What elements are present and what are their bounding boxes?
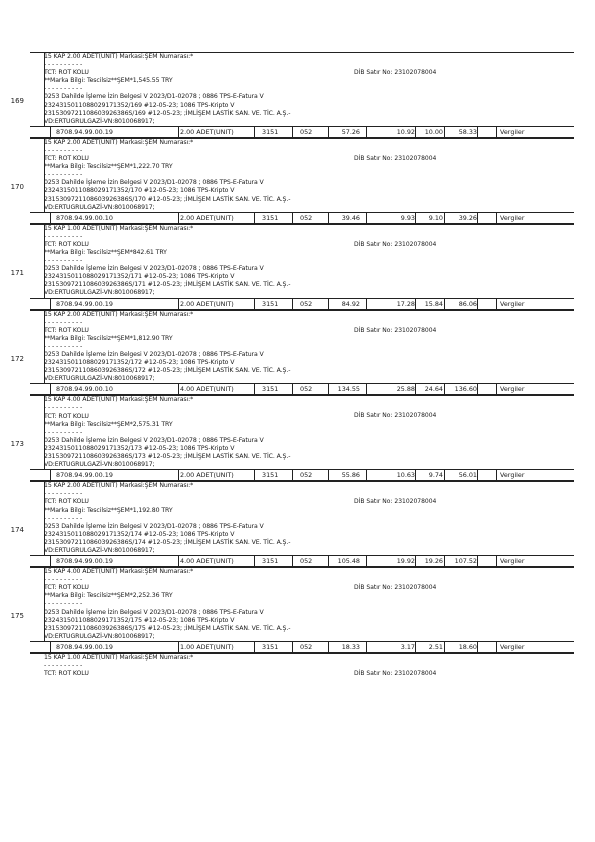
column-rule [366, 127, 367, 137]
description-line: 0253 Dahilde İşleme İzin Belgesi V 2023/D1-02078 ; 0886 TPS-E-Fatura V [44, 522, 264, 530]
cell-v1: 105.48 [337, 557, 360, 566]
declaration-item [10, 310, 574, 396]
description-line: - - - - - - - - - - [44, 171, 83, 179]
column-rule [366, 213, 367, 223]
description-line: 15 KAP 4.00 ADET(UNIT) Markasi:ŞEM Numarası:* [44, 568, 194, 576]
declaration-item [10, 52, 574, 138]
column-rule [415, 556, 416, 566]
description-line: 15 KAP 4.00 ADET(UNIT) Markasi:ŞEM Numarası:* [44, 396, 194, 404]
cell-gtip: 8708.94.99.00.19 [56, 127, 113, 136]
cell-v3: 9.74 [428, 471, 443, 480]
column-rule [444, 642, 445, 652]
cell-gtip: 8708.94.99.00.10 [56, 213, 113, 222]
item-description [44, 568, 344, 641]
dib-line-number: DİB Satır No: 23102078004 [354, 584, 437, 592]
cell-tag: Vergiler [500, 127, 525, 136]
description-line: 2324315011088029171352/173 #12-05-23; 1086 TPS-Kripto V [44, 444, 235, 452]
column-rule [328, 213, 329, 223]
description-line: - - - - - - - - - - [44, 232, 83, 240]
description-line: 0253 Dahilde İşleme İzin Belgesi V 2023/D1-02078 ; 0886 TPS-E-Fatura V [44, 351, 264, 358]
description-line: TCT: ROT KOLU [44, 670, 89, 678]
description-line: 0253 Dahilde İşleme İzin Belgesi V 2023/D1-02078 ; 0886 TPS-E-Fatura V [44, 436, 264, 444]
description-line: - - - - - - - - - - [44, 576, 83, 584]
cell-qty: 4.00 ADET(UNIT) [180, 385, 234, 394]
column-rule [50, 642, 51, 652]
description-line: 2315309721108603926386S/171 #12-05-23; ;İMLİŞEM LASTİK SAN. VE. TİC. A.Ş.- [44, 281, 291, 289]
cell-v1: 134.55 [337, 385, 360, 394]
column-rule [477, 299, 478, 309]
column-rule [254, 384, 255, 394]
item-description [44, 225, 344, 298]
column-rule [496, 470, 497, 480]
cell-c2: 052 [300, 127, 313, 136]
description-line: 2324315011088029171352/171 #12-05-23; 1086 TPS-Kripto V [44, 273, 235, 281]
column-rule [178, 556, 179, 566]
dib-line-number: DİB Satır No: 23102078004 [354, 326, 437, 334]
cell-v3: 15.84 [424, 299, 443, 308]
cell-v1: 55.86 [341, 471, 360, 480]
column-rule [496, 213, 497, 223]
description-line: 2315309721108603926386S/172 #12-05-23; ;İMLİŞEM LASTİK SAN. VE. TİC. A.Ş.- [44, 367, 291, 375]
cell-v3: 24.64 [424, 385, 443, 394]
cell-v1: 18.33 [341, 642, 360, 651]
cell-c1: 3151 [262, 299, 279, 308]
column-rule [254, 642, 255, 652]
column-rule [50, 384, 51, 394]
description-line: TCT: ROT KOLU [44, 584, 89, 592]
cell-c2: 052 [300, 471, 313, 480]
item-number: 173 [10, 440, 24, 449]
column-rule [328, 470, 329, 480]
column-rule [415, 384, 416, 394]
item-number: 175 [10, 612, 24, 621]
description-line: 2315309721108603926386S/170 #12-05-23; ;İMLİŞEM LASTİK SAN. VE. TİC. A.Ş.- [44, 195, 291, 203]
cell-v2: 10.92 [396, 127, 415, 136]
item-description [44, 482, 344, 555]
column-rule [477, 127, 478, 137]
description-line: - - - - - - - - - - [44, 61, 83, 69]
item-number: 170 [10, 182, 24, 191]
description-line: - - - - - - - - - - [44, 146, 83, 154]
cell-tag: Vergiler [500, 299, 525, 308]
description-line: 2315309721108603926386S/175 #12-05-23; ;İMLİŞEM LASTİK SAN. VE. TİC. A.Ş.- [44, 624, 291, 632]
cell-v2: 25.88 [396, 385, 415, 394]
description-line: **Marka Bilgi: Tescilsiz**ŞEM*842.61 TRY [44, 248, 167, 256]
column-rule [415, 470, 416, 480]
cell-c1: 3151 [262, 385, 279, 394]
column-rule [328, 384, 329, 394]
column-rule [178, 127, 179, 137]
description-line: - - - - - - - - - - [44, 404, 83, 412]
cell-tag: Vergiler [500, 213, 525, 222]
description-line: 2324315011088029171352/174 #12-05-23; 1086 TPS-Kripto V [44, 530, 235, 538]
cell-c1: 3151 [262, 213, 279, 222]
column-rule [178, 470, 179, 480]
column-rule [254, 213, 255, 223]
item-description [44, 139, 344, 212]
description-line: 2315309721108603926386S/174 #12-05-23; ;İMLİŞEM LASTİK SAN. VE. TİC. A.Ş.- [44, 538, 291, 546]
cell-qty: 2.00 ADET(UNIT) [180, 471, 234, 480]
cell-v4: 18.60 [458, 642, 477, 651]
description-line: 15 KAP 2.00 ADET(UNIT) Markasi:ŞEM Numarası:* [44, 138, 194, 146]
column-rule [292, 127, 293, 137]
description-line: TCT: ROT KOLU [44, 69, 89, 77]
column-rule [496, 299, 497, 309]
column-rule [254, 470, 255, 480]
column-rule [477, 384, 478, 394]
item-description [44, 396, 344, 469]
column-rule [415, 127, 416, 137]
description-line: 0253 Dahilde İşleme İzin Belgesi V 2023/D1-02078 ; 0886 TPS-E-Fatura V [44, 179, 264, 187]
item-values-row [30, 298, 574, 310]
cell-c2: 052 [300, 299, 313, 308]
column-rule [328, 556, 329, 566]
cell-c2: 052 [300, 557, 313, 566]
declaration-item [10, 138, 574, 224]
cell-v2: 10.63 [396, 471, 415, 480]
cell-qty: 1.00 ADET(UNIT) [180, 642, 234, 651]
cell-v4: 136.60 [454, 385, 477, 394]
description-line: **Marka Bilgi: Tescilsiz**ŞEM*2,252.36 TRY [44, 592, 173, 600]
cell-v4: 58.33 [458, 127, 477, 136]
description-line: 15 KAP 1.00 ADET(UNIT) Markasi:ŞEM Numarası:* [44, 224, 194, 232]
description-line: - - - - - - - - - - [44, 514, 83, 522]
description-line: 15 KAP 2.00 ADET(UNIT) Markasi:ŞEM Numarası:* [44, 53, 194, 60]
cell-gtip: 8708.94.99.00.10 [56, 385, 113, 394]
description-line: 2324315011088029171352/169 #12-05-23; 1086 TPS-Kripto V [44, 101, 235, 109]
column-rule [366, 384, 367, 394]
column-rule [254, 127, 255, 137]
column-rule [444, 127, 445, 137]
description-line: 2324315011088029171352/172 #12-05-23; 1086 TPS-Kripto V [44, 359, 235, 367]
description-line: - - - - - - - - - - [44, 342, 83, 350]
description-line: **Marka Bilgi: Tescilsiz**ŞEM*2,575.31 TRY [44, 420, 173, 428]
item-number: 174 [10, 526, 24, 535]
cell-tag: Vergiler [500, 471, 525, 480]
column-rule [366, 299, 367, 309]
column-rule [178, 384, 179, 394]
column-rule [50, 299, 51, 309]
description-line: 0253 Dahilde İşleme İzin Belgesi V 2023/D1-02078 ; 0886 TPS-E-Fatura V [44, 608, 264, 616]
description-line: TCT: ROT KOLU [44, 326, 89, 334]
description-line: - - - - - - - - - - [44, 662, 83, 669]
column-rule [444, 384, 445, 394]
description-line: - - - - - - - - - - [44, 318, 83, 326]
dib-line-number: DİB Satır No: 23102078004 [354, 154, 437, 162]
cell-c1: 3151 [262, 127, 279, 136]
description-line: 15 KAP 2.00 ADET(UNIT) Markasi:ŞEM Numarası:* [44, 310, 194, 318]
description-line: VD:ERTUGRULGAZİ-VN:8010068917; [44, 546, 155, 554]
declaration-item [10, 567, 574, 653]
column-rule [328, 127, 329, 137]
column-rule [444, 470, 445, 480]
cell-qty: 2.00 ADET(UNIT) [180, 299, 234, 308]
cell-tag: Vergiler [500, 642, 525, 651]
cell-gtip: 8708.94.99.00.19 [56, 642, 113, 651]
column-rule [292, 384, 293, 394]
column-rule [444, 556, 445, 566]
column-rule [477, 213, 478, 223]
description-line: VD:ERTUGRULGAZİ-VN:8010068917; [44, 203, 155, 211]
column-rule [292, 213, 293, 223]
description-line: **Marka Bilgi: Tescilsiz**ŞEM*1,545.55 TRY [44, 77, 173, 85]
item-values-row [30, 641, 574, 653]
cell-v1: 84.92 [341, 299, 360, 308]
dib-line-number: DİB Satır No: 23102078004 [354, 412, 437, 420]
cell-v2: 3.17 [400, 642, 415, 651]
cell-qty: 4.00 ADET(UNIT) [180, 557, 234, 566]
description-line: **Marka Bilgi: Tescilsiz**ŞEM*1,192.80 TRY [44, 506, 173, 514]
description-line: 2324315011088029171352/170 #12-05-23; 1086 TPS-Kripto V [44, 187, 235, 195]
description-line: **Marka Bilgi: Tescilsiz**ŞEM*1,812.90 TRY [44, 334, 173, 342]
column-rule [496, 642, 497, 652]
item-values-row [30, 469, 574, 481]
declaration-item [10, 481, 574, 567]
column-rule [477, 556, 478, 566]
cell-v3: 2.51 [428, 642, 443, 651]
description-line: - - - - - - - - - - [44, 490, 83, 498]
cell-v2: 9.93 [400, 213, 415, 222]
item-number: 169 [10, 97, 24, 105]
cell-gtip: 8708.94.99.00.19 [56, 557, 113, 566]
item-values-row [30, 212, 574, 224]
declaration-item-partial [30, 653, 574, 678]
cell-tag: Vergiler [500, 385, 525, 394]
item-number: 172 [10, 354, 24, 363]
description-line: - - - - - - - - - - [44, 428, 83, 436]
dib-line-number: DİB Satır No: 23102078004 [354, 69, 437, 76]
item-description [44, 654, 344, 678]
column-rule [50, 470, 51, 480]
description-line: - - - - - - - - - - [44, 85, 83, 93]
description-line: 2324315011088029171352/175 #12-05-23; 1086 TPS-Kripto V [44, 616, 235, 624]
column-rule [415, 299, 416, 309]
description-line: VD:ERTUGRULGAZİ-VN:8010068917; [44, 289, 155, 297]
cell-v4: 56.01 [458, 471, 477, 480]
description-line: 2315309721108603926386S/169 #12-05-23; ;İMLİŞEM LASTİK SAN. VE. TİC. A.Ş.- [44, 109, 291, 117]
description-line: - - - - - - - - - - [44, 600, 83, 608]
cell-gtip: 8708.94.99.00.19 [56, 471, 113, 480]
cell-v3: 10.00 [424, 127, 443, 136]
description-line: VD:ERTUGRULGAZİ-VN:8010068917; [44, 375, 155, 383]
dib-line-number: DİB Satır No: 23102078004 [354, 669, 437, 677]
column-rule [254, 556, 255, 566]
description-line: TCT: ROT KOLU [44, 412, 89, 420]
description-line: TCT: ROT KOLU [44, 155, 89, 163]
item-description [44, 311, 344, 384]
column-rule [292, 556, 293, 566]
cell-v4: 86.06 [458, 299, 477, 308]
cell-c2: 052 [300, 385, 313, 394]
cell-v4: 107.52 [454, 557, 477, 566]
column-rule [366, 470, 367, 480]
column-rule [496, 127, 497, 137]
dib-line-number: DİB Satır No: 23102078004 [354, 498, 437, 506]
cell-v3: 19.26 [424, 557, 443, 566]
dib-line-number: DİB Satır No: 23102078004 [354, 240, 437, 248]
cell-qty: 2.00 ADET(UNIT) [180, 127, 234, 136]
description-line: 0253 Dahilde İşleme İzin Belgesi V 2023/D1-02078 ; 0886 TPS-E-Fatura V [44, 93, 264, 101]
column-rule [328, 642, 329, 652]
column-rule [292, 470, 293, 480]
description-line: TCT: ROT KOLU [44, 498, 89, 506]
column-rule [415, 642, 416, 652]
description-line: VD:ERTUGRULGAZİ-VN:8010068917; [44, 117, 155, 125]
cell-v4: 39.26 [458, 213, 477, 222]
column-rule [178, 642, 179, 652]
column-rule [254, 299, 255, 309]
item-number: 171 [10, 268, 24, 277]
cell-c1: 3151 [262, 642, 279, 651]
column-rule [50, 127, 51, 137]
column-rule [366, 642, 367, 652]
description-line: **Marka Bilgi: Tescilsiz**ŞEM*1,222.70 TRY [44, 163, 173, 171]
column-rule [366, 556, 367, 566]
description-line: - - - - - - - - - - [44, 257, 83, 265]
item-values-row [30, 383, 574, 395]
description-line: VD:ERTUGRULGAZİ-VN:8010068917; [44, 632, 155, 640]
cell-qty: 2.00 ADET(UNIT) [180, 213, 234, 222]
column-rule [496, 556, 497, 566]
column-rule [496, 384, 497, 394]
item-description [44, 53, 344, 126]
description-line: 2315309721108603926386S/173 #12-05-23; ;İMLİŞEM LASTİK SAN. VE. TİC. A.Ş.- [44, 453, 291, 461]
declaration-sheet [10, 52, 574, 678]
cell-gtip: 8708.94.99.00.19 [56, 299, 113, 308]
column-rule [415, 213, 416, 223]
description-line: 15 KAP 1.00 ADET(UNIT) Markasi:ŞEM Numarası:* [44, 653, 194, 661]
column-rule [292, 642, 293, 652]
cell-v2: 17.28 [396, 299, 415, 308]
cell-v1: 39.46 [341, 213, 360, 222]
column-rule [178, 213, 179, 223]
cell-tag: Vergiler [500, 557, 525, 566]
cell-c2: 052 [300, 642, 313, 651]
declaration-item [10, 395, 574, 481]
cell-c1: 3151 [262, 471, 279, 480]
cell-v1: 57.26 [341, 127, 360, 136]
description-line: TCT: ROT KOLU [44, 240, 89, 248]
declaration-item [10, 224, 574, 310]
cell-c1: 3151 [262, 557, 279, 566]
description-line: 0253 Dahilde İşleme İzin Belgesi V 2023/D1-02078 ; 0886 TPS-E-Fatura V [44, 265, 264, 273]
column-rule [292, 299, 293, 309]
column-rule [477, 642, 478, 652]
column-rule [444, 299, 445, 309]
column-rule [477, 470, 478, 480]
item-values-row [30, 555, 574, 567]
cell-c2: 052 [300, 213, 313, 222]
description-line: VD:ERTUGRULGAZİ-VN:8010068917; [44, 461, 155, 469]
column-rule [328, 299, 329, 309]
cell-v3: 9.10 [428, 213, 443, 222]
column-rule [444, 213, 445, 223]
cell-v2: 19.92 [396, 557, 415, 566]
description-line: 15 KAP 2.00 ADET(UNIT) Markasi:ŞEM Numarası:* [44, 482, 194, 490]
column-rule [50, 556, 51, 566]
item-values-row [30, 126, 574, 138]
column-rule [50, 213, 51, 223]
column-rule [178, 299, 179, 309]
